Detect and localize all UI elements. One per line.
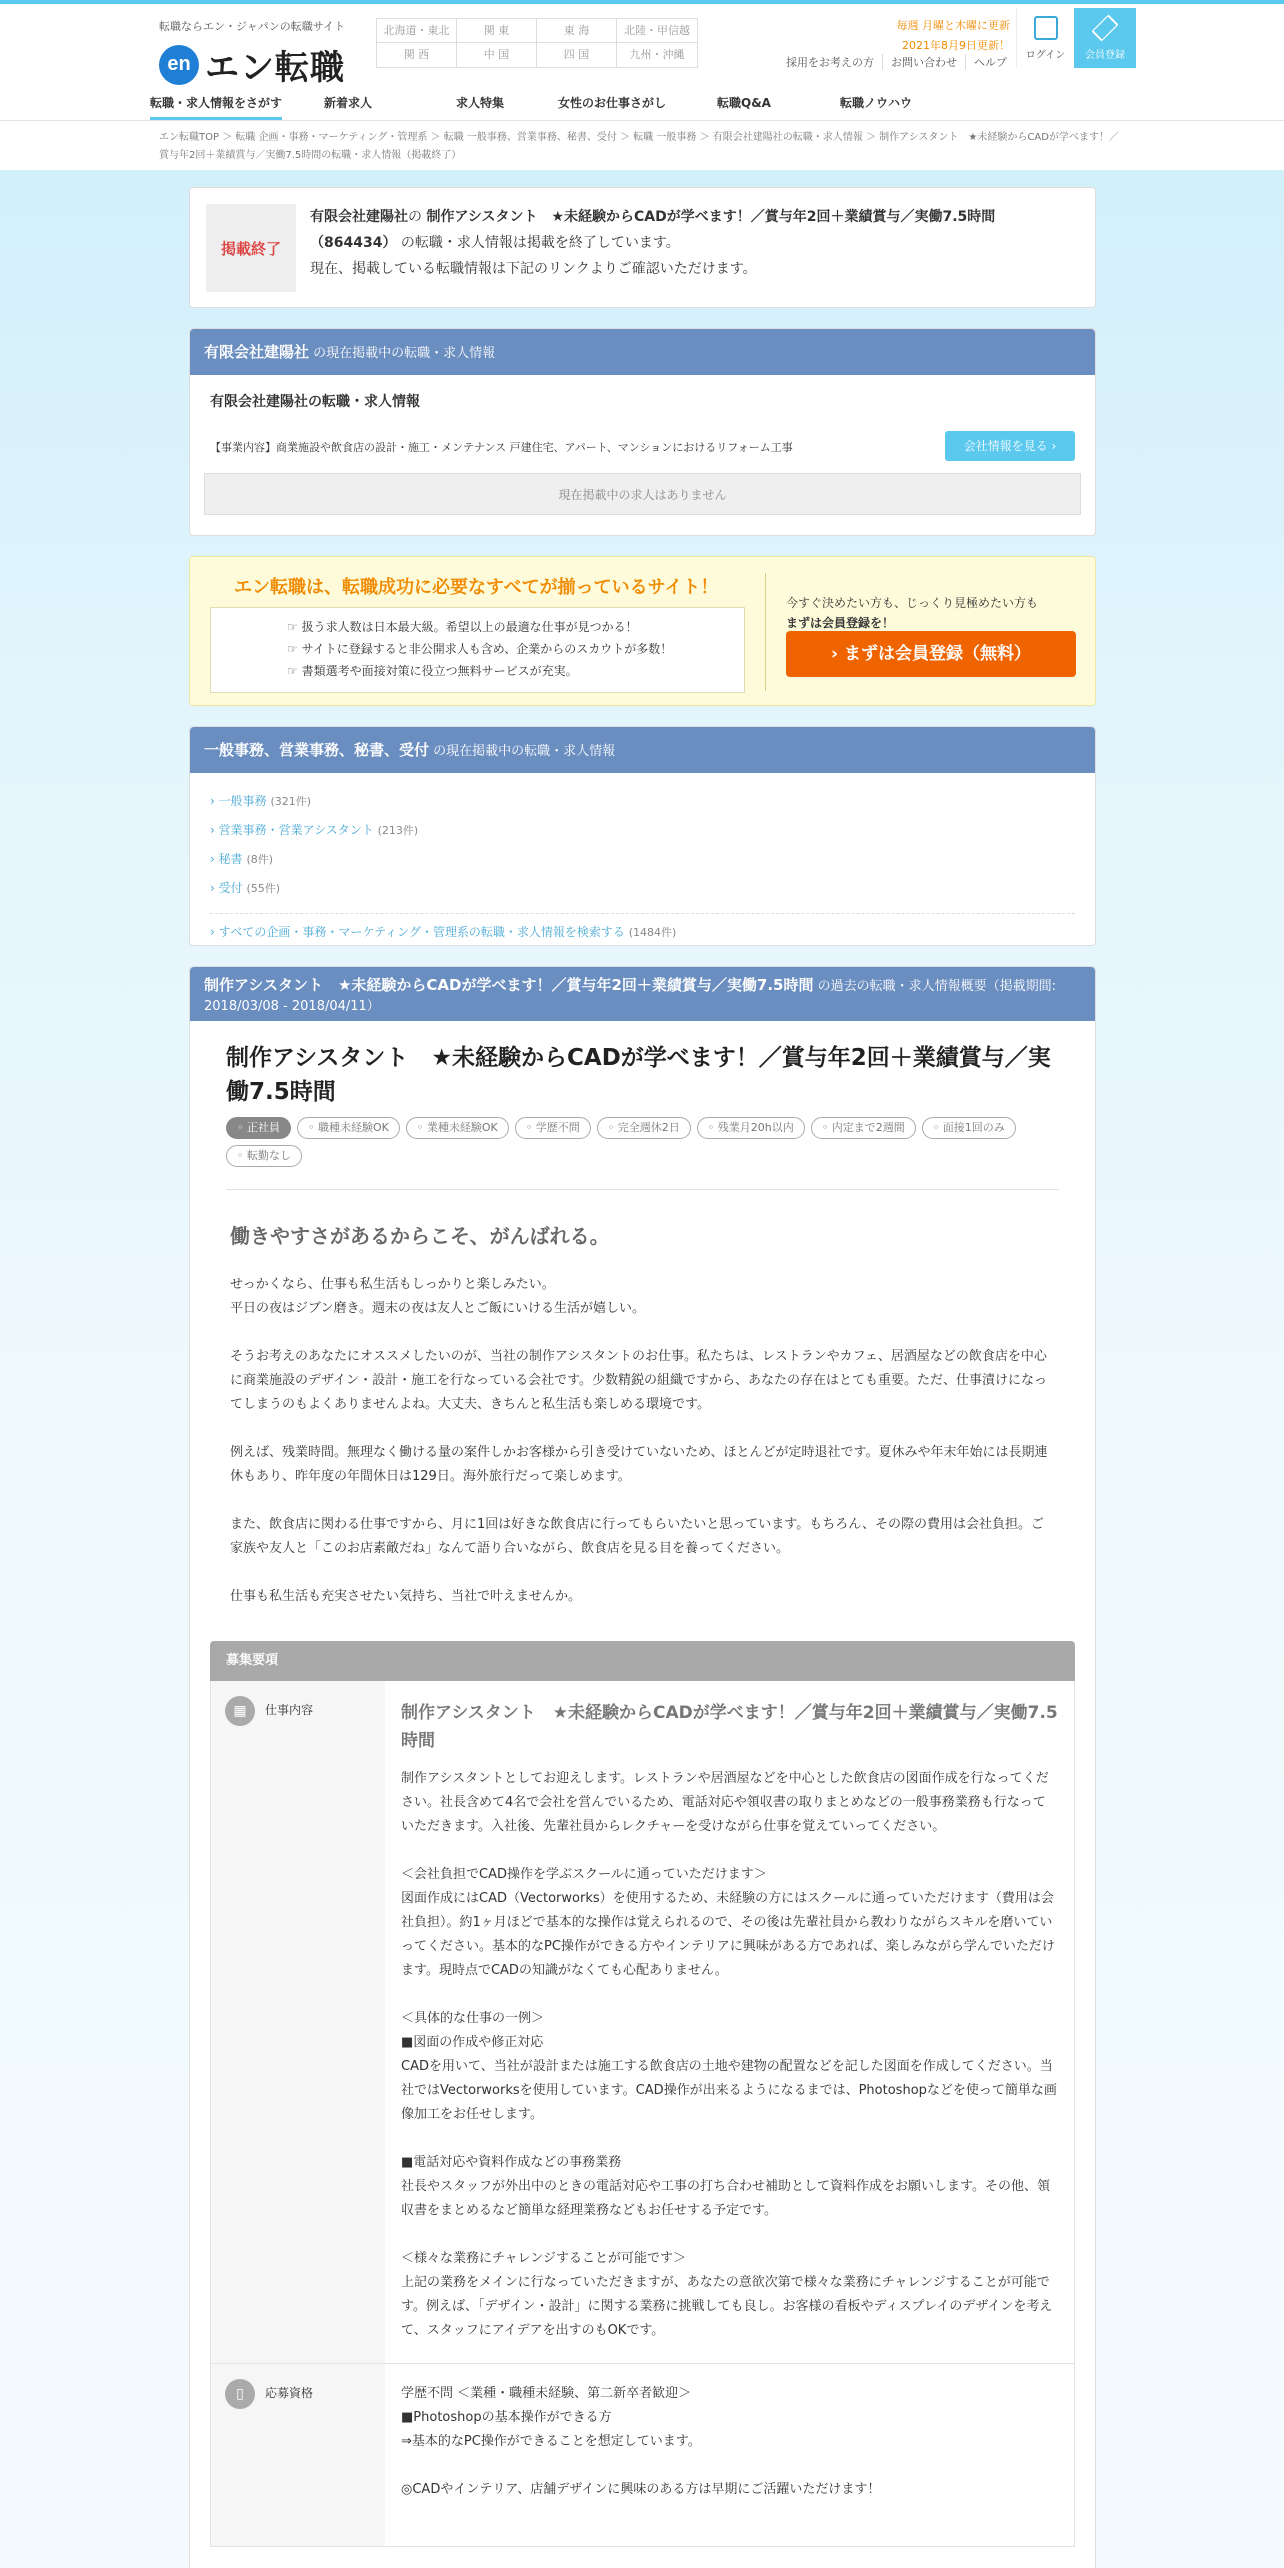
intro-paragraph: また、飲食店に関わる仕事ですから、月に1回は好きな飲食店に行ってもらいたいと思っています。もちろん、その際の費用は会社負担。ご家族や友人と「このお店素敵だね」なんて語り合いながら、飲食店を見る目を養ってください。	[230, 1517, 1045, 1556]
tag-badge: ◦ 内定まで2週間	[811, 1117, 916, 1139]
job-content-label	[211, 1681, 385, 2363]
all-jobs-link[interactable]	[190, 918, 1095, 947]
region-selector	[376, 18, 698, 68]
job-content-value	[385, 1681, 1074, 2363]
category-separator	[210, 913, 1075, 914]
category-count: (55件)	[246, 882, 281, 895]
nav-women[interactable]: 女性のお仕事さがし	[557, 96, 666, 110]
region-link[interactable]: 中 国	[457, 43, 537, 67]
job-tags	[226, 1117, 1059, 1167]
nav-qa[interactable]: 転職Q&A	[717, 96, 771, 110]
ended-message	[310, 204, 1079, 282]
nav-features[interactable]: 求人特集	[455, 96, 504, 110]
company-panel-header	[190, 329, 1095, 375]
update-schedule: 毎週 月曜と木曜に更新	[896, 19, 1010, 32]
tag-badge: ◦ 完全週休2日	[597, 1117, 691, 1139]
main-nav	[150, 90, 942, 120]
intro-paragraph: そうお考えのあなたにオススメしたいのが、当社の制作アシスタントのお仕事。私たちは、レストランやカフェ、居酒屋などの飲食店を中心に商業施設のデザイン・設計・施工を行なっている会社です。少数精鋭の組織ですから、あなたの存在はとても重要。ただ、仕事漬けになってしまうのもよくありませんよね。大丈夫、きちんと私生活も楽しめる環境です。	[230, 1349, 1048, 1412]
job-content-paragraph: ＜具体的な仕事の一例＞ ■図面の作成や修正対応 CADを用いて、当社が設計または施工する飲食店の土地や建物の配置などを記した図面を作成してください。当社ではVectorworksを使用しています。CAD操作が出来るようになるまでは、Photoshopなどを使って簡単な画像加工をお任せします。	[401, 2011, 1057, 2122]
job-content-title: 制作アシスタント ★未経験からCADが学べます！／賞与年2回＋業績賞与／実働7.5時間	[401, 1703, 1058, 1751]
job-detail-heading: 制作アシスタント ★未経験からCADが学べます！／賞与年2回＋業績賞与／実働7.5時間	[204, 976, 814, 994]
company-panel	[189, 328, 1096, 536]
site-logo[interactable]	[159, 40, 345, 89]
ended-no: の	[408, 209, 422, 225]
promo-point: ☞ サイトに登録すると非公開求人も含め、企業からのスカウトが多数！	[287, 638, 744, 660]
all-jobs-count: (1484件)	[628, 926, 677, 939]
qualification-paragraph: 学歴不問 ＜業種・職種未経験、第二新卒者歓迎＞ ■Photoshopの基本操作ができる方 ⇒基本的なPC操作ができることを想定しています。	[401, 2386, 701, 2449]
section-divider	[226, 1189, 1059, 1190]
intro-paragraph: 仕事も私生活も充実させたい気持ち、当社で叶えませんか。	[230, 1589, 582, 1604]
tag-badge: ◦ 残業月20h以内	[697, 1117, 805, 1139]
region-link[interactable]: 九州・沖縄	[629, 48, 685, 61]
job-detail-header	[190, 967, 1095, 1021]
ended-job-title: 制作アシスタント ★未経験からCADが学べます！／賞与年2回＋業績賞与／実働7.5時間（864434）	[310, 209, 996, 251]
pencil-icon	[1091, 14, 1118, 41]
company-info-button[interactable]: 会社情報を見る ›	[945, 431, 1075, 461]
job-detail-period: の過去の転職・求人情報概要（掲載期間: 2018/03/08 - 2018/04/11）	[204, 979, 1056, 1014]
category-count: (321件)	[270, 795, 312, 808]
region-link[interactable]: 北海道・東北	[377, 19, 457, 43]
job-content-paragraph: ■電話対応や資料作成などの事務業務 社長やスタッフが外出中のときの電話対応や工事の打ち合わせ補助として資料作成をお願いします。その他、領収書をまとめるなど簡単な経理業務などもお任せする予定です。	[401, 2155, 1050, 2218]
category-list	[190, 773, 1095, 903]
region-link[interactable]: 四 国	[537, 43, 617, 67]
utility-links	[778, 54, 1015, 70]
login-label: ログイン	[1025, 50, 1066, 61]
logo-area[interactable]	[159, 18, 345, 89]
qualification-label-text: 応募資格	[265, 2386, 314, 2400]
ended-line2: の転職・求人情報は掲載を終了しています。	[400, 235, 680, 251]
category-link-label[interactable]: 受付	[218, 881, 243, 895]
category-link[interactable]	[210, 874, 1095, 903]
tag-badge: ◦ 学歴不問	[515, 1117, 591, 1139]
company-name-heading: 有限会社建陽社	[204, 343, 310, 361]
update-notice	[892, 16, 1010, 56]
login-icon	[1034, 16, 1058, 40]
ended-company: 有限会社建陽社	[310, 209, 408, 225]
promo-point: ☞ 書類選考や面接対策に役立つ無料サービスが充実。	[287, 660, 744, 682]
job-detail	[189, 966, 1096, 2568]
intro-paragraph: 例えば、残業時間。無理なく働ける量の案件しかお客様から引き受けていないため、ほとんどが定時退社です。夏休みや年末年始には長期連休もあり、昨年度の年間休日は129日。海外旅行だって楽しめます。	[230, 1445, 1048, 1484]
category-link-label[interactable]: 秘書	[218, 852, 243, 866]
en-logo-mark: en	[159, 45, 199, 85]
tag-badge: ◦ 面接1回のみ	[922, 1117, 1016, 1139]
tag-badge: ◦ 業種未経験OK	[406, 1117, 509, 1139]
job-content-paragraph: ＜様々な業務にチャレンジすることが可能です＞ 上記の業務をメインに行なっていただきますが、あなたの意欲次第で様々な業務にチャレンジすることが可能です。例えば、「デザイン・設計」に関する業務に挑戦しても良し。お客様の看板やディスプレイのデザインを考えて、スタッフにアイデアを出すのもOKです。	[401, 2251, 1053, 2338]
company-panel-heading-rest: の現在掲載中の転職・求人情報	[309, 346, 496, 361]
category-count: (8件)	[246, 853, 274, 866]
register-button[interactable]	[1074, 8, 1136, 68]
promo-divider	[765, 573, 766, 691]
qualification-row	[211, 2364, 1074, 2547]
promo-cta-line2: まずは会員登録を！	[786, 616, 895, 630]
contact-link[interactable]: お問い合わせ	[883, 54, 966, 70]
category-panel-header	[190, 727, 1095, 773]
site-header	[0, 4, 1284, 120]
nav-search-jobs[interactable]: 転職・求人情報をさがす	[150, 90, 282, 120]
promo-cta-line1: 今すぐ決めたい方も、じっくり見極めたい方も	[786, 596, 1039, 610]
recruiter-link[interactable]: 採用をお考えの方	[778, 54, 883, 70]
job-content-paragraph: 制作アシスタントとしてお迎えします。レストランや居酒屋などを中心とした飲食店の図面作成を行なってください。社長含めて4名で会社を営んでいるため、電話対応や領収書の取りまとめなどの一般事務業務も行なっていただきます。入社後、先輩社員からレクチャーを受けながら仕事を覚えていってください。	[401, 1771, 1049, 1834]
category-link-label[interactable]: 営業事務・営業アシスタント	[218, 823, 374, 837]
category-link-label[interactable]: 一般事務	[218, 794, 267, 808]
intro-text	[230, 1273, 1055, 1609]
catch-copy: 働きやすさがあるからこそ、がんばれる。	[230, 1224, 610, 1248]
login-button[interactable]	[1016, 8, 1074, 68]
promo-title: エン転職は、転職成功に必要なすべてが揃っているサイト！	[234, 577, 719, 598]
category-heading: 一般事務、営業事務、秘書、受付	[204, 741, 430, 759]
promo-points	[210, 607, 745, 693]
category-heading-rest: の現在掲載中の転職・求人情報	[429, 744, 616, 759]
region-link[interactable]: 関 東	[457, 19, 537, 43]
job-content-label-text: 仕事内容	[265, 1703, 314, 1717]
promo-cta-text	[786, 593, 1038, 633]
no-jobs-message: 現在掲載中の求人はありません	[204, 473, 1081, 515]
company-subtitle: 有限会社建陽社の転職・求人情報	[210, 394, 420, 410]
job-title: 制作アシスタント ★未経験からCADが学べます！／賞与年2回＋業績賞与／実働7.5時間	[226, 1045, 1051, 1105]
signup-promo	[189, 556, 1096, 706]
qualification-paragraph: ◎CADやインテリア、店舗デザインに興味のある方は早期にご活躍いただけます！	[401, 2482, 881, 2497]
breadcrumb	[0, 120, 1284, 170]
region-link[interactable]: 北陸・甲信越	[617, 19, 697, 43]
region-link[interactable]: 関 西	[377, 43, 457, 67]
business-description: 【事業内容】商業施設や飲食店の設計・施工・メンテナンス 戸建住宅、アパート、マンションにおけるリフォーム工事	[210, 441, 793, 454]
job-content-row	[211, 1681, 1074, 2364]
listing-ended-notice	[189, 187, 1096, 308]
category-count: (213件)	[377, 824, 419, 837]
register-free-button[interactable]: › まずは会員登録（無料）	[786, 631, 1076, 677]
logo-text: エン転職	[205, 48, 345, 88]
requirements-header: 募集要項	[210, 1641, 1075, 1681]
update-date: 2021年8月9日更新！	[902, 39, 1010, 52]
category-link[interactable]	[210, 787, 1095, 816]
building-icon: ▦	[225, 1696, 255, 1726]
help-link[interactable]: ヘルプ	[974, 56, 1007, 69]
qualification-label	[211, 2364, 385, 2546]
requirements-table	[210, 1681, 1075, 2547]
breadcrumb-text[interactable]: エン転職TOP ＞ 転職 企画・事務・マーケティング・管理系 ＞ 転職 一般事務、営業事務、秘書、受付 ＞ 転職 一般事務 ＞ 有限会社建陽社の転職・求人情報 ＞ 制作アシスタント ★未経験からCADが学べます！／賞与年2回＋業績賞与／実働7.5時間の転職・求人情報（掲載終了）	[159, 132, 1119, 161]
intro-paragraph: せっかくなら、仕事も私生活もしっかりと楽しみたい。 平日の夜はジブン磨き。週末の夜は友人とご飯にいける生活が嬉しい。	[230, 1277, 645, 1316]
nav-knowhow[interactable]: 転職ノウハウ	[839, 96, 912, 110]
category-jobs-panel	[189, 726, 1096, 946]
ended-line3: 現在、掲載している転職情報は下記のリンクよりご確認いただけます。	[310, 261, 757, 277]
tagline: 転職ならエン・ジャパンの転職サイト	[159, 20, 346, 33]
bookmark-icon: ▯	[225, 2379, 255, 2409]
tag-badge: ◦ 正社員	[226, 1117, 291, 1139]
category-link[interactable]	[210, 816, 1095, 845]
ended-badge: 掲載終了	[206, 204, 296, 292]
category-link[interactable]	[210, 845, 1095, 874]
job-content-paragraph: ＜会社負担でCAD操作を学ぶスクールに通っていただけます＞ 図面作成にはCAD（Vectorworks）を使用するため、未経験の方にはスクールに通っていただけます（費用は会社負担）。約1ヶ月ほどで基本的な操作は覚えられるので、その後は先輩社員から教わりながらスキルを磨いていってください。基本的なPC操作ができる方やインテリアに興味がある方であれば、楽しみながら学んでいただけます。現時点でCADの知識がなくても心配ありません。	[401, 1867, 1055, 1978]
register-label: 会員登録	[1085, 50, 1125, 61]
tag-badge: ◦ 職種未経験OK	[297, 1117, 400, 1139]
region-link[interactable]: 東 海	[537, 19, 617, 43]
promo-point: ☞ 扱う求人数は日本最大級。希望以上の最適な仕事が見つかる！	[287, 616, 744, 638]
tag-badge: ◦ 転勤なし	[226, 1145, 302, 1167]
all-jobs-label[interactable]: › すべての企画・事務・マーケティング・管理系の転職・求人情報を検索する	[210, 925, 625, 939]
nav-new-jobs[interactable]: 新着求人	[323, 96, 372, 110]
qualification-value	[385, 2364, 1074, 2546]
